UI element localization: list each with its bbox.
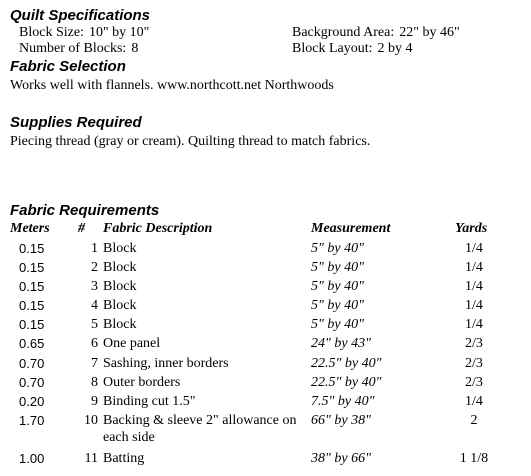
measurement-cell: 38" by 66": [311, 451, 371, 466]
meters-cell: 0.15: [19, 260, 45, 275]
description-cell: Block: [103, 317, 137, 332]
table-row: [0, 450, 531, 469]
measurement-cell: 66" by 38": [311, 413, 371, 428]
yards-cell: 1/4: [465, 317, 483, 332]
number-cell: 8: [91, 375, 98, 390]
yards-cell: 1/4: [465, 298, 483, 313]
table-row: [0, 240, 531, 259]
yards-cell: 1/4: [465, 279, 483, 294]
number-cell: 3: [91, 279, 98, 294]
description-cell: Block: [103, 279, 137, 294]
column-header-yards: Yards: [455, 221, 488, 236]
description-cell: Block: [103, 298, 137, 313]
measurement-cell: 5" by 40": [311, 317, 364, 332]
block-layout-value: 2 by 4: [377, 41, 413, 56]
description-cell-continued: each side: [103, 430, 155, 445]
table-row: [0, 393, 531, 412]
meters-cell: 0.70: [19, 356, 45, 371]
meters-cell: 1.00: [19, 451, 45, 466]
meters-cell: 1.70: [19, 413, 45, 428]
supplies-required-text: Piecing thread (gray or cream). Quilting thread to match fabrics.: [10, 134, 371, 149]
table-row: [0, 374, 531, 393]
meters-cell: 0.15: [19, 317, 45, 332]
description-cell: Block: [103, 241, 137, 256]
table-row: [0, 355, 531, 374]
yards-cell: 2: [470, 413, 478, 428]
number-cell: 10: [84, 413, 98, 428]
description-cell: Block: [103, 260, 137, 275]
block-size-value: 10" by 10": [88, 25, 150, 40]
description-cell: Sashing, inner borders: [103, 356, 229, 371]
measurement-cell: 5" by 40": [311, 279, 364, 294]
block-layout-label: Block Layout:: [292, 41, 373, 56]
yards-cell: 1 1/8: [459, 451, 489, 466]
fabric-requirements-heading: Fabric Requirements: [10, 202, 160, 219]
column-header-meters: Meters: [10, 221, 50, 236]
column-header-description: Fabric Description: [103, 221, 213, 236]
table-row: [0, 259, 531, 278]
background-area-line: [292, 24, 460, 41]
meters-cell: 0.15: [19, 241, 45, 256]
block-size-line: [19, 24, 149, 41]
measurement-cell: 5" by 40": [311, 298, 364, 313]
measurement-cell: 22.5" by 40": [311, 356, 382, 371]
column-header-number: #: [78, 221, 85, 236]
yards-cell: 2/3: [465, 356, 483, 371]
block-layout-line: [292, 40, 413, 57]
description-cell: Binding cut 1.5": [103, 394, 196, 409]
measurement-cell: 5" by 40": [311, 241, 364, 256]
description-cell: Batting: [103, 451, 145, 466]
description-cell: Outer borders: [103, 375, 181, 390]
number-cell: 6: [91, 336, 98, 351]
number-cell: 2: [91, 260, 98, 275]
number-of-blocks-value: 8: [131, 41, 139, 56]
measurement-cell: 5" by 40": [311, 260, 364, 275]
number-cell: 5: [91, 317, 98, 332]
number-cell: 9: [91, 394, 98, 409]
meters-cell: 0.70: [19, 375, 45, 390]
meters-cell: 0.65: [19, 336, 45, 351]
number-of-blocks-label: Number of Blocks:: [19, 41, 127, 56]
quilt-specifications-heading: Quilt Specifications: [10, 7, 151, 24]
table-row: [0, 412, 531, 448]
yards-cell: 2/3: [465, 375, 483, 390]
table-row: [0, 297, 531, 316]
number-cell: 7: [91, 356, 98, 371]
background-area-label: Background Area:: [292, 25, 395, 40]
yards-cell: 1/4: [465, 394, 483, 409]
fabric-selection-text: Works well with flannels. www.northcott.net Northwoods: [10, 78, 334, 93]
number-cell: 4: [91, 298, 98, 313]
meters-cell: 0.20: [19, 394, 45, 409]
measurement-cell: 7.5" by 40": [311, 394, 375, 409]
number-of-blocks-line: [19, 40, 138, 57]
block-size-label: Block Size:: [19, 25, 84, 40]
description-cell: Backing & sleeve 2" allowance on: [103, 413, 297, 428]
table-row: [0, 278, 531, 297]
number-cell: 11: [84, 451, 98, 466]
yards-cell: 1/4: [465, 241, 483, 256]
measurement-cell: 22.5" by 40": [311, 375, 382, 390]
table-row: [0, 335, 531, 354]
meters-cell: 0.15: [19, 298, 45, 313]
table-row: [0, 316, 531, 335]
yards-cell: 2/3: [465, 336, 483, 351]
meters-cell: 0.15: [19, 279, 45, 294]
supplies-required-heading: Supplies Required: [10, 114, 142, 131]
background-area-value: 22" by 46": [399, 25, 460, 40]
column-header-measurement: Measurement: [311, 221, 391, 236]
number-cell: 1: [91, 241, 98, 256]
yards-cell: 1/4: [465, 260, 483, 275]
fabric-selection-heading: Fabric Selection: [10, 58, 126, 75]
measurement-cell: 24" by 43": [311, 336, 371, 351]
description-cell: One panel: [103, 336, 161, 351]
